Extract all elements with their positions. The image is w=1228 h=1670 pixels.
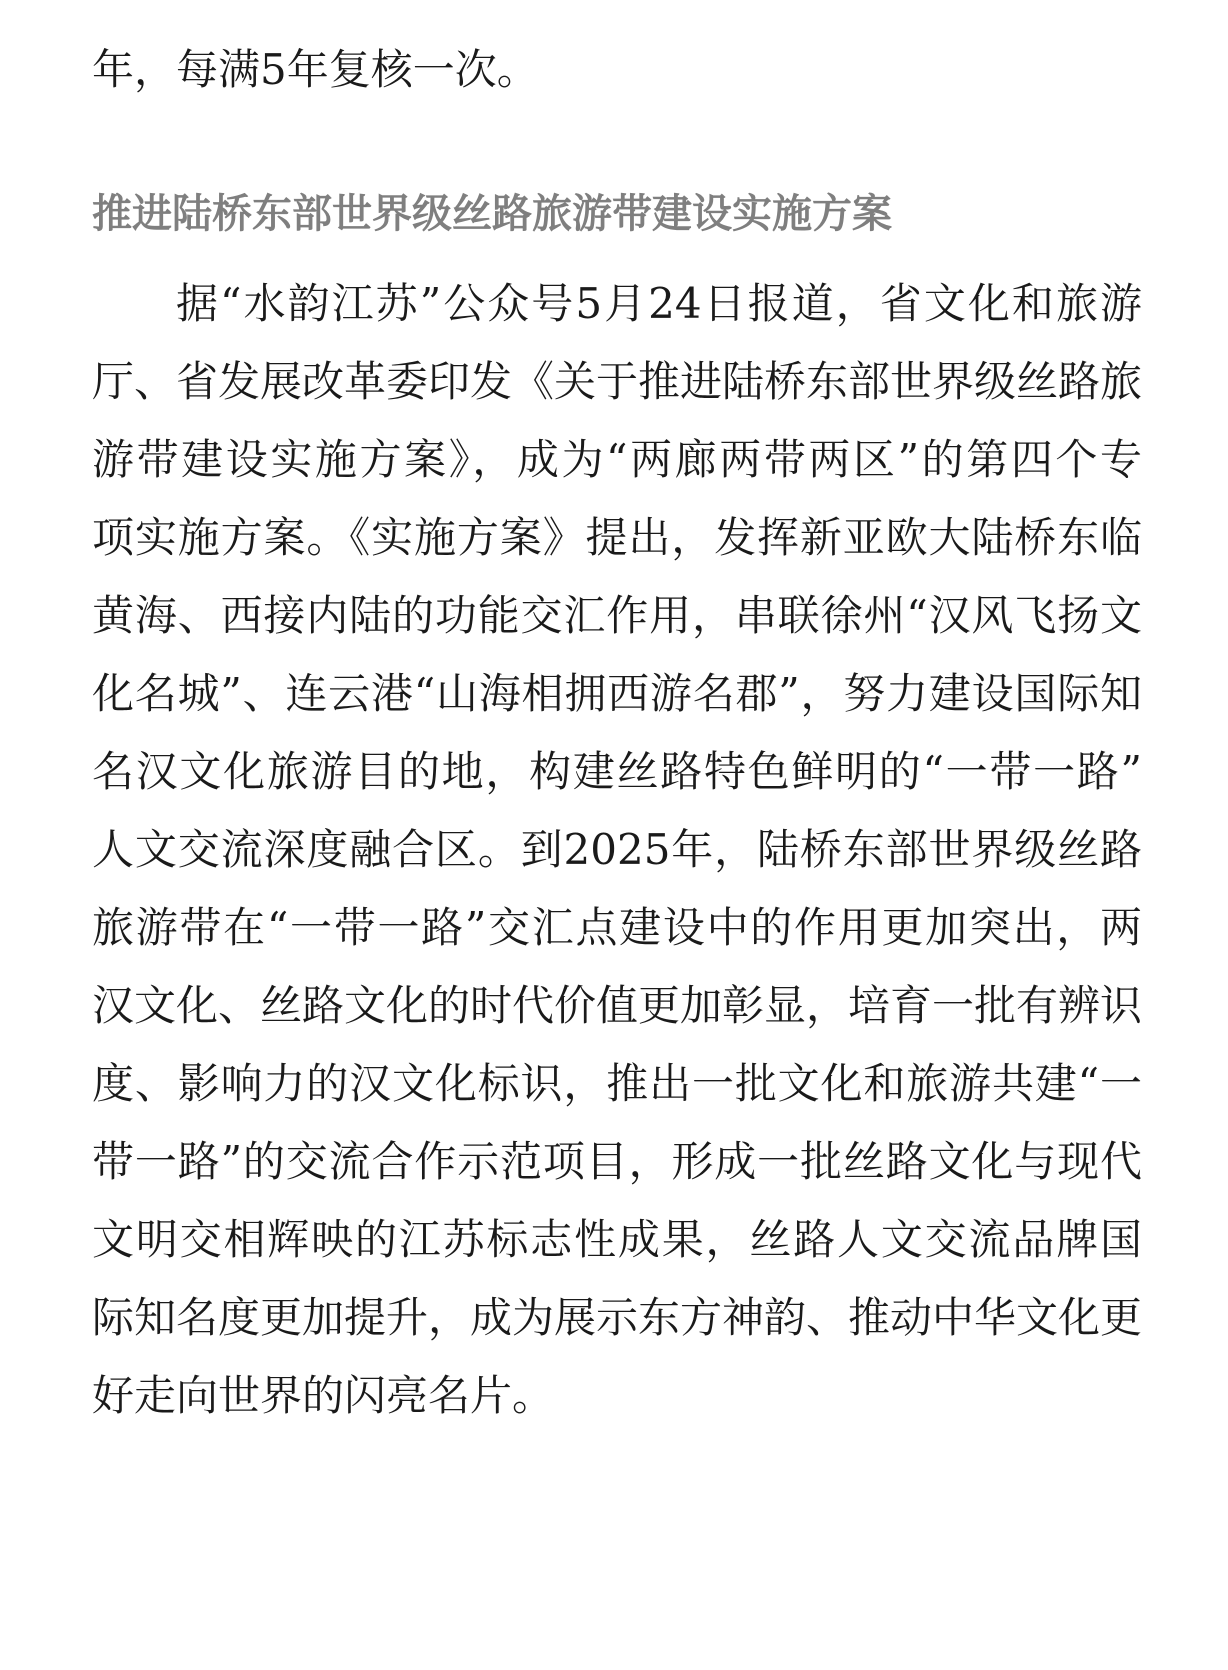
paragraph-line-1: 据“水韵江苏”公众号5月24日报道，省文化和旅游 [176,279,1142,328]
paragraph-line-13: 文明交相辉映的江苏标志性成果，丝路人文交流品牌国 [92,1215,1142,1264]
continuation-line: 年，每满5年复核一次。 [92,45,539,94]
paragraph-line-8: 人文交流深度融合区。到2025年，陆桥东部世界级丝路 [92,825,1142,874]
paragraph-line-3: 游带建设实施方案》，成为“两廊两带两区”的第四个专 [92,435,1142,484]
paragraph-line-7: 名汉文化旅游目的地，构建丝路特色鲜明的“一带一路” [92,747,1142,796]
section-heading: 推进陆桥东部世界级丝路旅游带建设实施方案 [92,191,892,237]
paragraph-line-15: 好走向世界的闪亮名片。 [92,1371,555,1420]
paragraph-line-12: 带一路”的交流合作示范项目，形成一批丝路文化与现代 [92,1137,1142,1186]
paragraph-line-2: 厅、省发展改革委印发《关于推进陆桥东部世界级丝路旅 [92,357,1143,406]
paragraph-line-14: 际知名度更加提升，成为展示东方神韵、推动中华文化更 [92,1293,1143,1342]
paragraph-line-4: 项实施方案。《实施方案》提出，发挥新亚欧大陆桥东临 [92,513,1142,562]
paragraph-line-9: 旅游带在“一带一路”交汇点建设中的作用更加突出，两 [92,903,1142,952]
paragraph-line-10: 汉文化、丝路文化的时代价值更加彰显，培育一批有辨识 [92,981,1143,1030]
paragraph-line-5: 黄海、西接内陆的功能交汇作用，串联徐州“汉风飞扬文 [92,591,1142,640]
paragraph-line-6: 化名城”、连云港“山海相拥西游名郡”，努力建设国际知 [92,669,1142,718]
paragraph-line-11: 度、影响力的汉文化标识，推出一批文化和旅游共建“一 [92,1059,1142,1108]
